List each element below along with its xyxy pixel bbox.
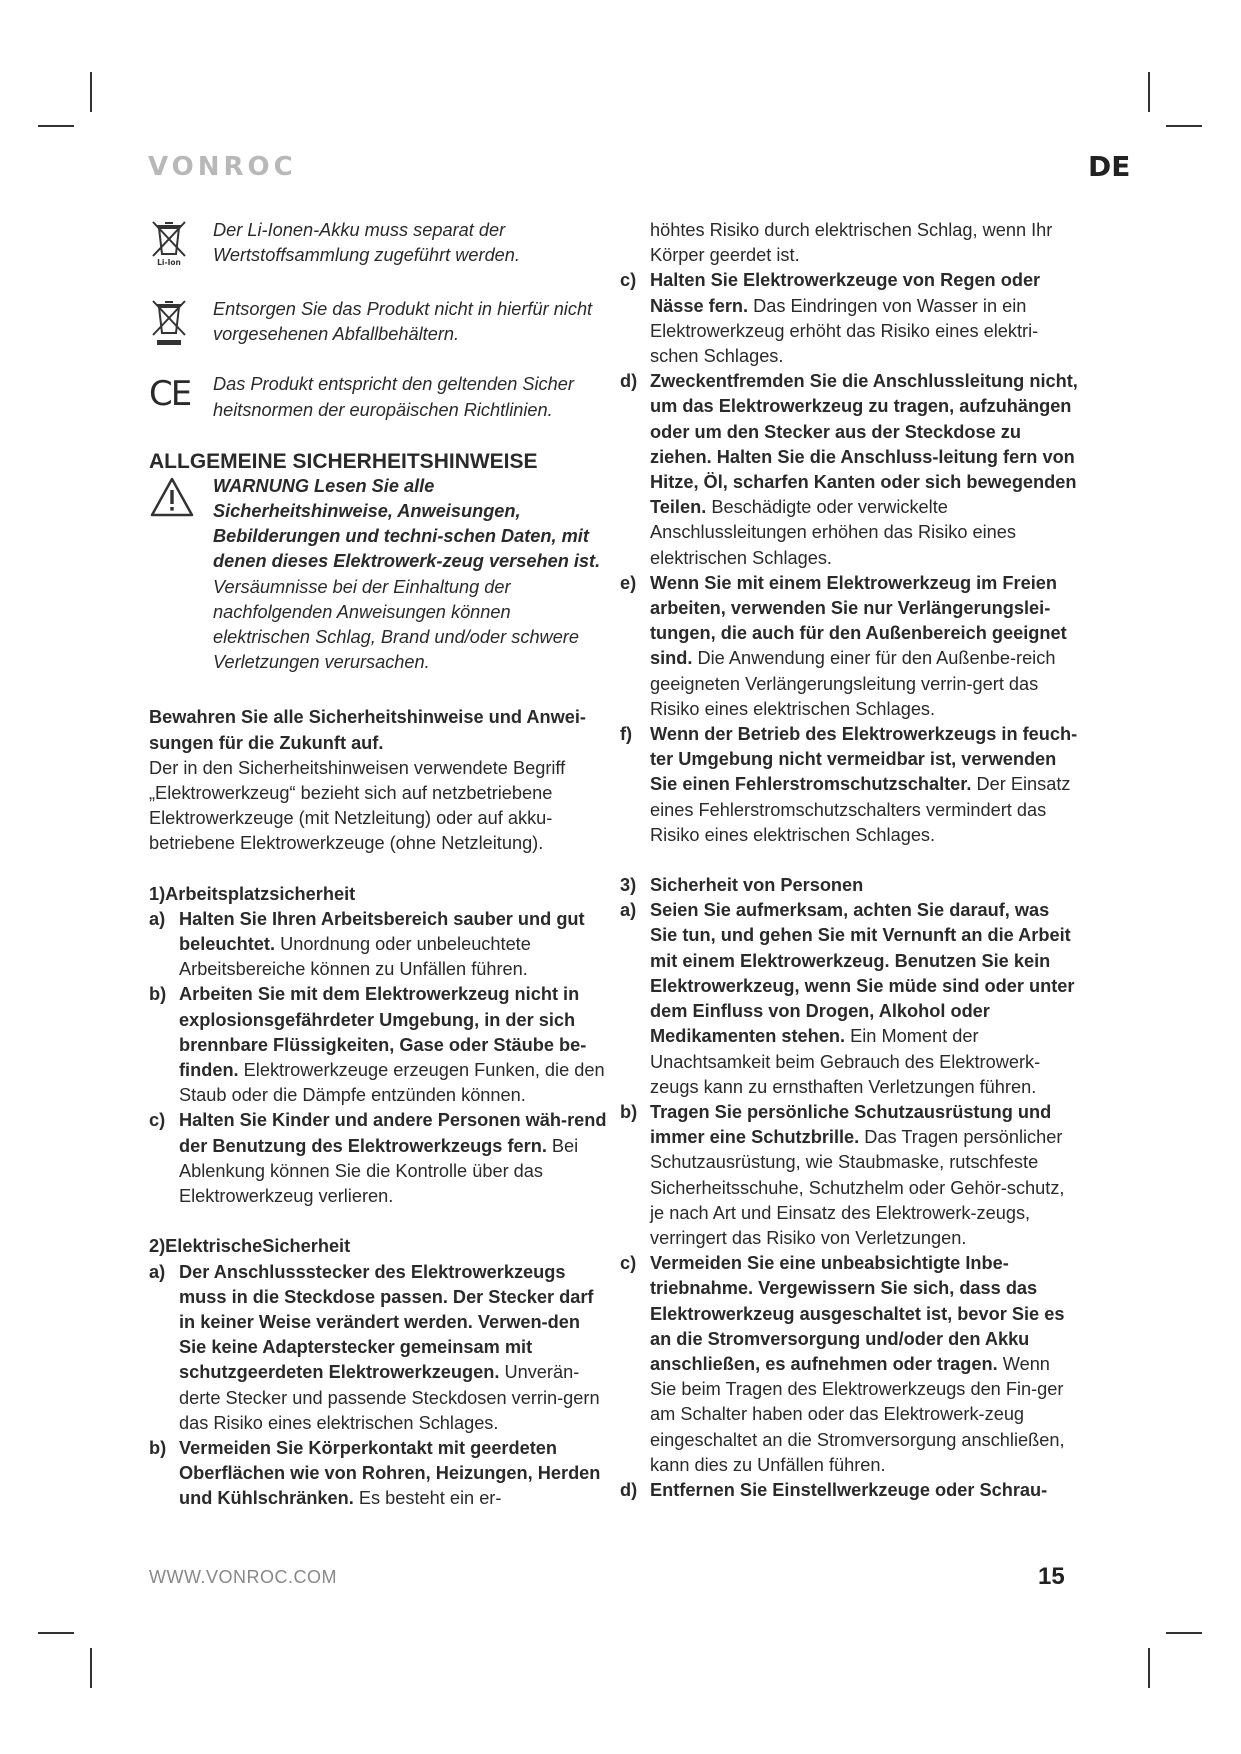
electrical-list-right — [620, 268, 1080, 848]
list-item-label: c) — [620, 270, 637, 291]
list-item — [620, 898, 1080, 1100]
list-item-label: c) — [620, 1253, 637, 1274]
left-column — [149, 218, 609, 1512]
list-item-label: a) — [620, 900, 637, 921]
footer-url: WWW.VONROC.COM — [149, 1567, 337, 1587]
list-item-label: b) — [149, 1437, 167, 1458]
list-item-text: Bei Ablenkung können Sie die Kontrolle über das Elektrowerkzeug verlieren. — [179, 1135, 579, 1207]
list-item-label: a) — [149, 908, 166, 929]
warning-text: Versäumnisse bei der Einhaltung der nachfolgenden Anweisungen können elektrischen Schlag, Brand und/oder schwere Verletzungen verursachen. — [213, 576, 579, 673]
list-item-label: f) — [620, 724, 633, 745]
crop-mark — [1166, 125, 1202, 127]
work-area-title: 1)Arbeitsplatzsicherheit — [149, 883, 356, 904]
list-item-bold: Halten Sie Kinder und andere Personen wäh-rend der Benutzung des Elektrowerkzeugs fern. — [179, 1110, 607, 1156]
list-item-text: Die Anwendung einer für den Außenbe-reich geeigneten Verlängerungsleitung verrin-gert das Risiko eines elektrischen Schlages. — [650, 648, 1056, 719]
crossed-bin-icon — [149, 297, 213, 354]
list-item — [149, 1260, 609, 1436]
list-item-bold: Entfernen Sie Einstellwerkzeuge oder Schrau- — [650, 1479, 1048, 1500]
list-item-bold: Arbeiten Sie mit dem Elektrowerkzeug nicht in explosionsgefährdeter Umgebung, in der sich brennbare Flüssigkeiten, Gase oder Stäube be-finden. — [179, 984, 587, 1081]
list-item-label: d) — [620, 371, 638, 392]
list-item-bold: Vermeiden Sie eine unbeabsichtigte Inbe-triebnahme. Vergewissern Sie sich, dass das Elektrowerkzeug ausgeschaltet ist, bevor Sie es an die Stromversorgung und/oder den Akku anschließen, es aufnehmen oder tragen. — [650, 1253, 1065, 1374]
li-ion-bin-icon — [149, 218, 213, 273]
list-item-label: a) — [149, 1261, 166, 1282]
list-item-bold: Halten Sie Ihren Arbeitsbereich sauber und gut beleuchtet. — [179, 908, 585, 955]
list-item-label: b) — [620, 1101, 638, 1122]
symbol-bin — [149, 297, 609, 354]
list-item-text: Ein Moment der Unachtsamkeit beim Gebrauch des Elektrowerk-zeugs kann zu ernsthaften Verletzungen führen. — [650, 1026, 1041, 1097]
crop-mark — [38, 125, 74, 127]
list-item — [149, 982, 609, 1108]
list-item — [620, 1478, 1080, 1503]
general-safety-title: ALLGEMEINE SICHERHEITSHINWEISE — [149, 449, 538, 473]
crop-mark — [90, 72, 92, 112]
list-item-text: Elektrowerkzeuge erzeugen Funken, die den Staub oder die Dämpfe entzünden können. — [179, 1060, 605, 1106]
li-ion-label: Li-Ion — [157, 258, 181, 266]
list-item-text: Der Einsatz eines Fehlerstromschutzschalters vermindert das Risiko eines elektrischen Schlages. — [650, 774, 1071, 845]
list-item-bold: Wenn Sie mit einem Elektrowerkzeug im Freien arbeiten, verwenden Sie nur Verlängerungslei-tungen, die auch für den Außenbereich geeignet sind. — [650, 572, 1067, 669]
symbol-text: Entsorgen Sie das Produkt nicht in hierfür nicht vorgesehenen Abfallbehältern. — [213, 299, 593, 345]
warning-triangle-icon — [149, 474, 213, 525]
keep-instructions: Bewahren Sie alle Sicherheitshinweise und Anwei-sungen für die Zukunft auf. — [149, 707, 586, 753]
list-item-bold: Halten Sie Elektrowerkzeuge von Regen oder Nässe fern. — [650, 270, 1041, 316]
symbol-ce — [149, 372, 609, 422]
page-number: 15 — [1038, 1563, 1065, 1590]
list-item-text: Wenn Sie beim Tragen des Elektrowerkzeugs den Fin-ger am Schalter haben oder das Elektrowerk-zeug eingeschaltet an die Stromversorgung anschließen, kann dies zu Unfällen führen. — [650, 1353, 1065, 1475]
brand-logo: VONROC — [148, 152, 297, 182]
list-item — [620, 722, 1080, 848]
electrical-title: 2)ElektrischeSicherheit — [149, 1236, 351, 1257]
list-item — [620, 1251, 1080, 1478]
list-item — [620, 369, 1080, 571]
crop-mark — [1148, 72, 1150, 112]
list-item-bold: Wenn der Betrieb des Elektrowerkzeugs in feuch-ter Umgebung nicht vermeidbar ist, verwenden Sie einen Fehlerstromschutzschalter. — [650, 724, 1078, 795]
list-item-label: b) — [149, 984, 167, 1005]
persons-title: 3) Sicherheit von Personen — [620, 875, 864, 896]
list-item-text: Das Eindringen von Wasser in ein Elektrowerkzeug erhöht das Risiko eines elektri-schen Schlages. — [650, 295, 1039, 367]
list-item-text: Es besteht ein er- — [353, 1488, 502, 1509]
work-area-list — [149, 907, 609, 1209]
warning-bold: WARNUNG Lesen Sie alle Sicherheitshinweise, Anweisungen, Bebilderungen und techni-schen Daten, mit denen dieses Elektrowerk-zeug versehen ist. — [213, 475, 601, 572]
list-item-text: Unverän-derte Stecker und passende Steckdosen verrin-gern das Risiko eines elektrischen Schlages. — [179, 1362, 600, 1433]
list-item — [620, 1100, 1080, 1251]
symbol-text: Der Li-Ionen-Akku muss separat der Wertstoffsammlung zugeführt werden. — [213, 220, 520, 266]
right-column — [620, 218, 1080, 1503]
list-item-bold: Der Anschlussstecker des Elektrowerkzeugs muss in die Steckdose passen. Der Stecker darf in keiner Weise verändert werden. Verwen-den Sie keine Adapterstecker gemeinsam mit schutzgeerdeten Elektrowerkzeugen. — [179, 1261, 594, 1383]
list-item-text: Beschädigte oder verwickelte Anschlussleitungen erhöhen das Risiko eines elektrischen Schlages. — [650, 497, 1016, 568]
list-item — [620, 571, 1080, 722]
crop-mark — [38, 1632, 74, 1634]
list-item — [620, 268, 1080, 369]
crop-mark — [1148, 1648, 1150, 1688]
persons-list — [620, 898, 1080, 1503]
list-item — [149, 907, 609, 983]
list-item-bold: Vermeiden Sie Körperkontakt mit geerdeten Oberflächen wie von Rohren, Heizungen, Herden und Kühlschränken. — [179, 1437, 601, 1509]
list-item-text: Das Tragen persönlicher Schutzausrüstung, wie Staubmaske, rutschfeste Sicherheitsschuhe, Schutzhelm oder Gehör-schutz, je nach Art und Einsatz des Elektrowerk-zeugs, verringert das Risiko von Verletzungen. — [650, 1127, 1065, 1248]
list-item-label: c) — [149, 1110, 166, 1131]
list-item-bold: Zweckentfremden Sie die Anschlussleitung nicht, um das Elektrowerkzeug zu tragen, aufzuhängen oder um den Stecker aus der Steckdose zu ziehen. Halten Sie die Anschluss-leitung fern von Hitze, Öl, scharfen Kanten oder sich bewegenden Teilen. — [650, 371, 1078, 518]
list-item-bold: Seien Sie aufmerksam, achten Sie darauf, was Sie tun, und gehen Sie mit Vernunft an die Arbeit mit einem Elektrowerkzeug. Benutzen Sie kein Elektrowerkzeug, wenn Sie müde sind oder unter dem Einfluss von Drogen, Alkohol oder Medikamenten stehen. — [650, 900, 1075, 1047]
list-item — [149, 1108, 609, 1209]
warning-block — [149, 474, 609, 676]
symbol-text: Das Produkt entspricht den geltenden Sicher heitsnormen der europäischen Richtlinien. — [213, 374, 574, 420]
list-item-label: d) — [620, 1479, 638, 1500]
continuation-text: höhtes Risiko durch elektrischen Schlag, wenn Ihr Körper geerdet ist. — [650, 220, 1053, 266]
list-item-bold: Tragen Sie persönliche Schutzausrüstung und immer eine Schutzbrille. — [650, 1101, 1052, 1148]
list-item — [149, 1436, 609, 1512]
symbol-li-ion — [149, 218, 609, 273]
crop-mark — [90, 1648, 92, 1688]
term-definition: Der in den Sicherheitshinweisen verwendete Begriff „Elektrowerkzeug“ bezieht sich auf netzbetriebene Elektrowerkzeuge (mit Netzleitung) oder auf akku-betriebene Elektrowerkzeuge (ohne Netzleitung). — [149, 757, 566, 854]
list-item-text: Unordnung oder unbeleuchtete Arbeitsbereiche können zu Unfällen führen. — [179, 934, 531, 980]
language-code: DE — [1088, 150, 1131, 183]
ce-mark-text: CE — [149, 374, 191, 415]
electrical-list — [149, 1260, 609, 1512]
crop-mark — [1166, 1632, 1202, 1634]
list-item-label: e) — [620, 572, 637, 593]
ce-mark-icon — [149, 372, 213, 415]
